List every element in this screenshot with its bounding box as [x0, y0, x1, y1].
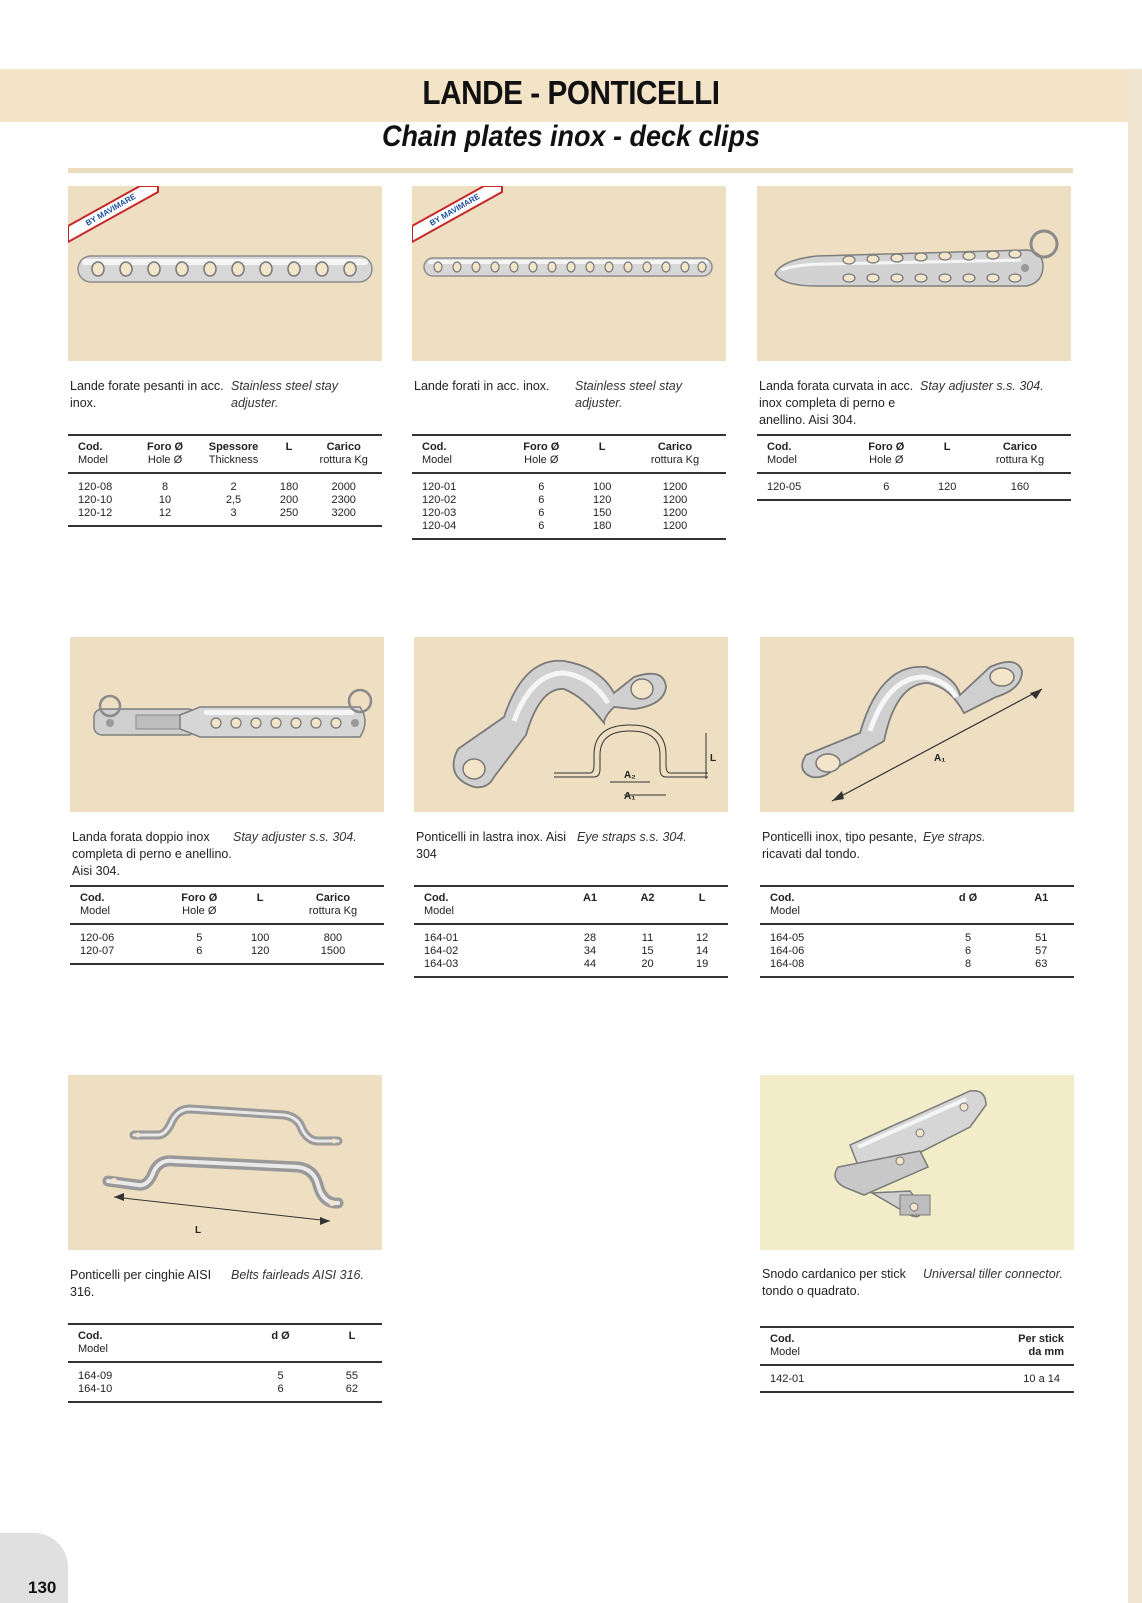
product-photo: [757, 186, 1071, 361]
description-english: Universal tiller connector.: [923, 1267, 1063, 1281]
column-header: Foro Ø Hole Ø: [160, 886, 238, 924]
product-heavy-chain-plate: [68, 186, 382, 527]
dimension-label-a1: A₁: [934, 753, 946, 764]
column-header: Carico rottura Kg: [624, 435, 726, 473]
product-photo: [414, 637, 728, 812]
product-photo: [760, 637, 1074, 812]
column-header: Carico rottura Kg: [969, 435, 1071, 473]
column-header: Foro Ø Hole Ø: [136, 435, 195, 473]
table-row: 120-04 6 180 1200: [412, 520, 726, 539]
description-italian: Landa forata doppio inox completa di perno e anellino. Aisi 304.: [72, 830, 232, 878]
description-english: Stay adjuster s.s. 304.: [920, 379, 1044, 393]
column-header: Carico rottura Kg: [282, 886, 384, 924]
table-row: 120-01 6 100 1200: [422, 481, 688, 493]
table-row: 120-10 10 2,5 200 2300: [78, 494, 356, 506]
product-double-stay-adjuster: [70, 637, 384, 965]
column-header: Cod. Model: [760, 886, 928, 924]
description-english: Belts fairleads AISI 316.: [231, 1268, 364, 1282]
sheet-eye-strap-icon: [414, 637, 728, 812]
badge-text: BY MAVIMARE: [84, 191, 138, 228]
column-header: Foro Ø Hole Ø: [502, 435, 580, 473]
universal-tiller-connector-icon: [760, 1075, 1074, 1250]
product-photo: [68, 186, 382, 361]
table-row: 164-10 6 62: [68, 1383, 382, 1402]
column-header: L: [238, 886, 282, 924]
spec-table: [760, 1326, 1074, 1393]
description-italian: Ponticelli per cinghie AISI 316.: [70, 1268, 212, 1299]
table-row: 164-08 8 63: [760, 958, 1074, 977]
spec-table: [412, 434, 726, 540]
spec-table: [68, 434, 382, 527]
column-header: Cod. Model: [412, 435, 502, 473]
column-header: L: [580, 435, 624, 473]
dimension-label-l: L: [710, 753, 717, 764]
spec-table: [760, 885, 1074, 978]
table-row: 120-03 6 150 1200: [422, 507, 688, 519]
curved-stay-adjuster-icon: [757, 186, 1071, 361]
column-header: Cod. Model: [414, 886, 561, 924]
right-margin-strip: [1128, 69, 1142, 1603]
dimension-label-a1: A₁: [624, 791, 636, 802]
badge-text: BY MAVIMARE: [428, 191, 482, 228]
column-header: Cod. Model: [68, 435, 136, 473]
table-row: 164-01 28 11 12: [424, 932, 709, 944]
description-italian: Ponticelli in lastra inox. Aisi 304: [416, 830, 567, 861]
badge: [68, 186, 158, 242]
table-row: 164-02 34 15 14: [424, 945, 709, 957]
table-row: 164-03 44 20 19: [414, 958, 728, 977]
double-stay-adjuster-icon: [70, 637, 384, 812]
heavy-eye-strap-icon: [760, 637, 1074, 812]
badge: [412, 186, 502, 242]
column-header: Foro Ø Hole Ø: [847, 435, 925, 473]
spec-table: [68, 1323, 382, 1403]
column-header: L: [322, 1324, 382, 1362]
description-italian: Lande forate pesanti in acc. inox.: [70, 379, 224, 410]
product-curved-stay-adjuster: [757, 186, 1071, 501]
dimension-label-l: L: [195, 1225, 202, 1236]
product-photo: [70, 637, 384, 812]
page-title: LANDE - PONTICELLI: [422, 74, 720, 111]
spec-table: [757, 434, 1071, 501]
light-chain-plate-icon: [412, 186, 726, 361]
product-photo: [412, 186, 726, 361]
belt-fairlead-icon: [68, 1075, 382, 1250]
table-row: 120-08 8 2 180 2000: [78, 481, 356, 493]
column-header: Per stick da mm: [899, 1327, 1074, 1365]
product-light-chain-plate: [412, 186, 726, 540]
spec-table: [70, 885, 384, 965]
table-row: 120-12 12 3 250 3200: [68, 507, 382, 526]
product-universal-tiller-connector: [760, 1075, 1074, 1393]
description-english: Stay adjuster s.s. 304.: [233, 830, 357, 844]
product-belt-fairlead: [68, 1075, 382, 1403]
column-header: L: [925, 435, 969, 473]
table-row: 120-05 6 120 160: [757, 473, 1071, 500]
column-header: A1: [561, 886, 618, 924]
column-header: Spessore Thickness: [194, 435, 272, 473]
description-italian: Lande forati in acc. inox.: [414, 379, 550, 393]
page-subtitle: Chain plates inox - deck clips: [381, 120, 761, 153]
description-english: Eye straps.: [923, 830, 986, 844]
heavy-chain-plate-icon: [68, 186, 382, 361]
column-header: d Ø: [239, 1324, 322, 1362]
table-row: 142-01 10 a 14: [760, 1365, 1074, 1392]
column-header: Cod. Model: [68, 1324, 239, 1362]
column-header: d Ø: [928, 886, 1009, 924]
description-italian: Ponticelli inox, tipo pesante, ricavati dal tondo.: [762, 830, 917, 861]
table-row: 120-02 6 120 1200: [422, 494, 688, 506]
column-header: L: [676, 886, 728, 924]
description-english: Stainless steel stay adjuster.: [575, 379, 682, 410]
column-header: A2: [619, 886, 676, 924]
spec-table: [414, 885, 728, 978]
column-header: Cod. Model: [757, 435, 847, 473]
table-row: 120-06 5 100 800: [80, 932, 343, 944]
column-header: Cod. Model: [760, 1327, 899, 1365]
table-row: 164-05 5 51: [770, 932, 1048, 944]
description-english: Stainless steel stay adjuster.: [231, 379, 338, 410]
table-row: 120-07 6 120 1500: [70, 945, 384, 964]
column-header: Carico rottura Kg: [305, 435, 382, 473]
dimension-label-a2: A₂: [624, 770, 636, 781]
title-rule: [68, 168, 1073, 173]
column-header: L: [273, 435, 306, 473]
description-english: Eye straps s.s. 304.: [577, 830, 687, 844]
column-header: Cod. Model: [70, 886, 160, 924]
table-row: 164-09 5 55: [78, 1370, 359, 1382]
description-italian: Landa forata curvata in acc. inox completa di perno e anellino. Aisi 304.: [759, 379, 914, 427]
product-heavy-eye-strap: [760, 637, 1074, 978]
description-italian: Snodo cardanico per stick tondo o quadrato.: [762, 1267, 906, 1298]
product-photo: [760, 1075, 1074, 1250]
table-row: 164-06 6 57: [770, 945, 1048, 957]
product-photo: [68, 1075, 382, 1250]
product-sheet-eye-strap: [414, 637, 728, 978]
column-header: A1: [1009, 886, 1074, 924]
page-number: 130: [28, 1578, 57, 1597]
